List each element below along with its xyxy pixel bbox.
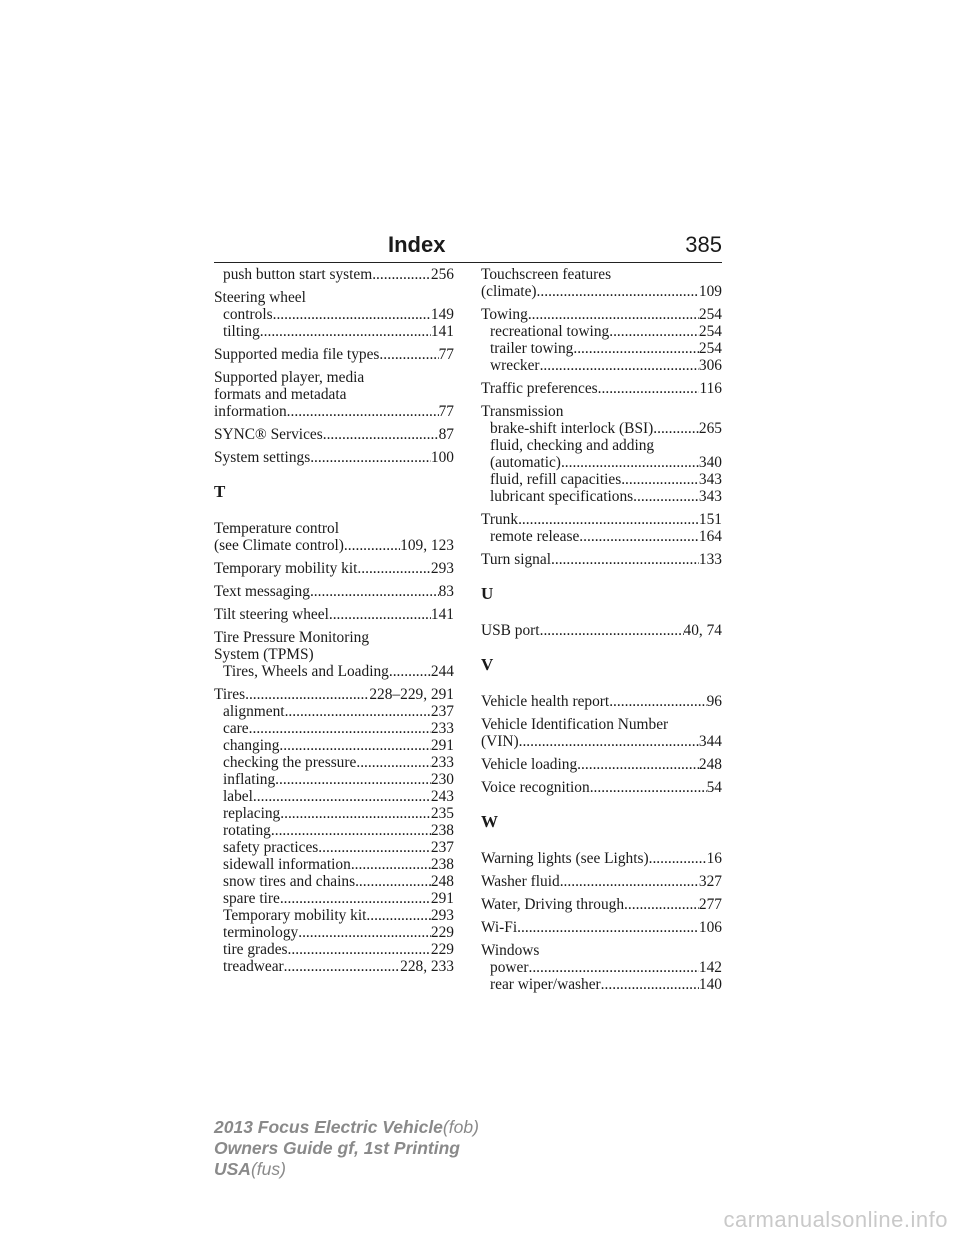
dot-leader (579, 528, 699, 545)
section-letter: U (481, 584, 494, 603)
index-entry-line (214, 646, 454, 663)
index-subentry-line (214, 941, 454, 958)
entry-text: Tilt steering wheel (214, 606, 329, 623)
footer-model: 2013 Focus Electric Vehicle (214, 1117, 443, 1137)
index-entry (481, 779, 722, 796)
index-entry-line (214, 606, 454, 623)
dot-leader (551, 551, 699, 568)
entry-text: Vehicle Identification Number (481, 716, 669, 733)
entry-page-ref: 40, 74 (683, 622, 722, 639)
dot-leader (356, 754, 431, 771)
watermark: carmanualsonline.info (723, 1207, 948, 1232)
entry-page-ref: 293 (430, 560, 454, 577)
entry-page-ref: 343 (698, 488, 722, 505)
entry-text: push button start system (223, 266, 373, 283)
section-letter: T (214, 482, 226, 501)
index-subentry-line (214, 306, 454, 323)
entry-text: rotating (223, 822, 271, 839)
index-entry (214, 289, 454, 340)
entry-text: snow tires and chains (223, 873, 356, 890)
index-entry (481, 266, 722, 300)
entry-text: Vehicle health report (481, 693, 610, 710)
entry-page-ref: 83 (438, 583, 454, 600)
entry-page-ref: 228, 233 (400, 958, 454, 975)
dot-leader (280, 890, 431, 907)
entry-page-ref: 109, 123 (400, 537, 454, 554)
entry-text: Towing (481, 306, 528, 323)
entry-text: Temperature control (214, 520, 339, 537)
entry-page-ref: 248 (698, 756, 722, 773)
dot-leader (609, 693, 706, 710)
entry-page-ref: 237 (430, 839, 454, 856)
entry-text: Vehicle loading (481, 756, 578, 773)
entry-page-ref: 248 (430, 873, 454, 890)
index-subentry-line (214, 890, 454, 907)
entry-page-ref: 233 (430, 754, 454, 771)
entry-text: replacing (223, 805, 281, 822)
index-entry (481, 403, 722, 505)
entry-text: Tires, Wheels and Loading (223, 663, 389, 680)
entry-text: Voice recognition (481, 779, 590, 796)
index-entry (481, 306, 722, 374)
index-entry-line (214, 520, 454, 537)
index-entry (214, 346, 454, 363)
entry-text: power (490, 959, 529, 976)
entry-page-ref: 229 (430, 941, 454, 958)
dot-leader (323, 426, 439, 443)
index-entry-line (481, 266, 722, 283)
index-entry-line (214, 583, 454, 600)
dot-leader (280, 805, 431, 822)
entry-page-ref: 54 (706, 779, 722, 796)
index-entry-line (481, 551, 722, 568)
dot-leader (271, 822, 431, 839)
index-entry (214, 606, 454, 623)
dot-leader (344, 537, 400, 554)
entry-text: Supported player, media (214, 369, 365, 386)
index-entry (214, 560, 454, 577)
entry-text: rear wiper/washer (490, 976, 601, 993)
index-column-left (214, 266, 454, 981)
entry-text: checking the pressure (223, 754, 357, 771)
entry-page-ref: 233 (430, 720, 454, 737)
entry-text: tire grades (223, 941, 288, 958)
dot-leader (577, 756, 699, 773)
index-entry-line (481, 693, 722, 710)
entry-text: System (TPMS) (214, 646, 314, 663)
entry-text: (climate) (481, 283, 537, 300)
section-letter: V (481, 655, 494, 674)
dot-leader (285, 703, 431, 720)
entry-page-ref: 100 (430, 449, 454, 466)
index-entry-line (481, 716, 722, 733)
dot-leader (284, 958, 400, 975)
entry-text: fluid, checking and adding (490, 437, 655, 454)
entry-text: formats and metadata (214, 386, 347, 403)
entry-text: safety practices (223, 839, 319, 856)
entry-text: Turn signal (481, 551, 551, 568)
entry-text: terminology (223, 924, 299, 941)
index-entry-line (481, 756, 722, 773)
footer-guide: Owners Guide gf, 1st Printing (214, 1138, 460, 1158)
entry-page-ref: 306 (698, 357, 722, 374)
entry-text: Trunk (481, 511, 519, 528)
index-entry-line (481, 306, 722, 323)
index-subentry-line (214, 907, 454, 924)
dot-leader (590, 779, 707, 796)
dot-leader (561, 454, 699, 471)
index-subentry-line (481, 323, 722, 340)
dot-leader (598, 380, 700, 397)
dot-leader (649, 850, 707, 867)
index-entry (481, 756, 722, 773)
dot-leader (245, 686, 369, 703)
index-entry (481, 850, 722, 867)
index-subentry-line (214, 737, 454, 754)
entry-page-ref: 229 (430, 924, 454, 941)
index-entry (214, 426, 454, 443)
dot-leader (601, 976, 699, 993)
dot-leader (288, 941, 431, 958)
dot-leader (310, 583, 439, 600)
dot-leader (518, 511, 699, 528)
footer-region: USA (214, 1159, 251, 1179)
index-subentry-line (481, 454, 722, 471)
entry-page-ref: 87 (438, 426, 454, 443)
index-subentry-line (214, 266, 454, 283)
entry-page-ref: 77 (438, 403, 454, 420)
index-subentry-line (214, 771, 454, 788)
entry-text: Tires (214, 686, 246, 703)
entry-text: information (214, 403, 287, 420)
index-subentry-line (214, 663, 454, 680)
index-entry-line (481, 873, 722, 890)
index-entry (481, 693, 722, 710)
index-entry-line (214, 346, 454, 363)
entry-page-ref: 142 (698, 959, 722, 976)
entry-text: Washer fluid (481, 873, 560, 890)
index-subentry-line (481, 340, 722, 357)
entry-page-ref: 237 (430, 703, 454, 720)
entry-text: trailer towing (490, 340, 574, 357)
dot-leader (329, 606, 431, 623)
index-entry (481, 511, 722, 545)
index-entry-line (481, 622, 722, 639)
index-entry-line (481, 380, 722, 397)
entry-page-ref: 133 (698, 551, 722, 568)
entry-text: Water, Driving through (481, 896, 625, 913)
entry-text: care (223, 720, 249, 737)
entry-text: spare tire (223, 890, 280, 907)
dot-leader (633, 488, 699, 505)
entry-page-ref: 293 (430, 907, 454, 924)
index-entry-line (214, 289, 454, 306)
index-entry-line (214, 426, 454, 443)
entry-page-ref: 291 (430, 737, 454, 754)
index-entry-line (481, 403, 722, 420)
entry-page-ref: 344 (698, 733, 722, 750)
index-subentry-line (481, 420, 722, 437)
page-title: Index (388, 232, 446, 257)
index-entry-line (481, 733, 722, 750)
footer-model-code: (fob) (442, 1117, 479, 1137)
footer-region-code: (fus) (250, 1159, 286, 1179)
entry-text: inflating (223, 771, 276, 788)
index-entry-line (481, 919, 722, 936)
index-entry-line (214, 537, 454, 554)
index-entry-line (481, 511, 722, 528)
entry-text: System settings (214, 449, 311, 466)
index-entry (214, 629, 454, 680)
dot-leader (310, 449, 431, 466)
entry-text: SYNC® Services (214, 426, 323, 443)
index-subentry-line (214, 703, 454, 720)
dot-leader (318, 839, 431, 856)
entry-text: Wi-Fi (481, 919, 518, 936)
dot-leader (573, 340, 699, 357)
dot-leader (379, 346, 438, 363)
index-subentry-line (481, 976, 722, 993)
index-entry-line (214, 449, 454, 466)
entry-page-ref: 265 (698, 420, 722, 437)
index-entry-line (481, 779, 722, 796)
index-subentry-line (481, 959, 722, 976)
dot-leader (355, 873, 431, 890)
entry-text: lubricant specifications (490, 488, 634, 505)
index-subentry-line (481, 437, 722, 454)
index-entry (481, 622, 722, 639)
entry-text: Traffic preferences (481, 380, 598, 397)
entry-page-ref: 96 (706, 693, 722, 710)
index-entry-line (481, 283, 722, 300)
index-entry-line (214, 686, 454, 703)
dot-leader (389, 663, 431, 680)
index-entry (214, 583, 454, 600)
dot-leader (279, 737, 430, 754)
dot-leader (609, 323, 699, 340)
entry-text: Text messaging (214, 583, 310, 600)
entry-page-ref: 244 (430, 663, 454, 680)
entry-page-ref: 243 (430, 788, 454, 805)
index-entry-line (214, 369, 454, 386)
index-entry (481, 873, 722, 890)
entry-text: Steering wheel (214, 289, 306, 306)
dot-leader (260, 323, 431, 340)
entry-text: controls (223, 306, 273, 323)
index-entry-line (214, 629, 454, 646)
entry-page-ref: 238 (430, 856, 454, 873)
index-entry-line (214, 386, 454, 403)
entry-page-ref: 340 (698, 454, 722, 471)
dot-leader (621, 471, 699, 488)
index-entry (214, 369, 454, 420)
entry-page-ref: 238 (430, 822, 454, 839)
entry-page-ref: 254 (698, 323, 722, 340)
entry-page-ref: 151 (698, 511, 722, 528)
index-subentry-line (481, 357, 722, 374)
index-entry-line (214, 403, 454, 420)
index-subentry-line (214, 822, 454, 839)
index-subentry-line (214, 720, 454, 737)
entry-page-ref: 228–229, 291 (369, 686, 454, 703)
dot-leader (528, 959, 698, 976)
entry-text: Transmission (481, 403, 564, 420)
index-entry-line (481, 942, 722, 959)
dot-leader (540, 622, 684, 639)
entry-page-ref: 277 (698, 896, 722, 913)
index-subentry-line (214, 924, 454, 941)
index-entry-line (481, 850, 722, 867)
entry-text: alignment (223, 703, 285, 720)
dot-leader (351, 856, 431, 873)
index-subentry-line (214, 323, 454, 340)
entry-page-ref: 230 (430, 771, 454, 788)
entry-page-ref: 254 (698, 306, 722, 323)
dot-leader (653, 420, 699, 437)
index-subentry-line (481, 488, 722, 505)
entry-text: Windows (481, 942, 540, 959)
index-subentry-line (214, 839, 454, 856)
entry-text: Temporary mobility kit (214, 560, 358, 577)
section-letter: W (481, 812, 498, 831)
entry-page-ref: 141 (430, 606, 454, 623)
dot-leader (366, 907, 431, 924)
document-footer (214, 1117, 479, 1180)
entry-page-ref: 141 (430, 323, 454, 340)
entry-page-ref: 164 (698, 528, 722, 545)
entry-text: brake-shift interlock (BSI) (490, 420, 654, 437)
index-subentry-line (214, 788, 454, 805)
entry-text: fluid, refill capacities (490, 471, 622, 488)
entry-text: (VIN) (481, 733, 519, 750)
dot-leader (249, 720, 431, 737)
entry-page-ref: 254 (698, 340, 722, 357)
entry-text: changing (223, 737, 280, 754)
entry-page-ref: 109 (698, 283, 722, 300)
index-entry (481, 919, 722, 936)
dot-leader (287, 403, 439, 420)
index-entry (214, 449, 454, 466)
entry-page-ref: 343 (698, 471, 722, 488)
entry-page-ref: 256 (430, 266, 454, 283)
index-entry (214, 686, 454, 975)
entry-text: Touchscreen features (481, 266, 612, 283)
dot-leader (540, 357, 699, 374)
entry-text: (see Climate control) (214, 537, 344, 554)
index-subentry-line (481, 528, 722, 545)
index-subentry-line (481, 471, 722, 488)
index-entry (481, 896, 722, 913)
entry-page-ref: 16 (706, 850, 722, 867)
entry-text: Tire Pressure Monitoring (214, 629, 370, 646)
dot-leader (624, 896, 699, 913)
page-number: 385 (685, 232, 722, 257)
index-subentry-line (214, 856, 454, 873)
entry-page-ref: 106 (698, 919, 722, 936)
index-entry (481, 716, 722, 750)
entry-text: recreational towing (490, 323, 610, 340)
index-entry (214, 266, 454, 283)
entry-page-ref: 77 (438, 346, 454, 363)
entry-text: Supported media file types (214, 346, 380, 363)
entry-text: USB port (481, 622, 540, 639)
entry-text: wrecker (490, 357, 540, 374)
entry-text: (automatic) (490, 454, 561, 471)
entry-page-ref: 149 (430, 306, 454, 323)
page-header (214, 228, 722, 263)
dot-leader (517, 919, 699, 936)
entry-text: remote release (490, 528, 580, 545)
index-entry (214, 520, 454, 554)
index-entry-line (481, 896, 722, 913)
entry-page-ref: 235 (430, 805, 454, 822)
index-column-right (481, 266, 722, 999)
dot-leader (537, 283, 699, 300)
index-subentry-line (214, 754, 454, 771)
index-subentry-line (214, 873, 454, 890)
dot-leader (298, 924, 431, 941)
entry-text: label (223, 788, 253, 805)
entry-page-ref: 140 (698, 976, 722, 993)
entry-text: Warning lights (see Lights) (481, 850, 649, 867)
dot-leader (519, 733, 699, 750)
entry-text: Temporary mobility kit (223, 907, 367, 924)
dot-leader (253, 788, 431, 805)
index-entry (481, 551, 722, 568)
index-subentry-line (214, 958, 454, 975)
dot-leader (273, 306, 431, 323)
entry-text: tilting (223, 323, 260, 340)
dot-leader (560, 873, 699, 890)
index-entry (481, 942, 722, 993)
entry-page-ref: 327 (698, 873, 722, 890)
index-entry-line (214, 560, 454, 577)
dot-leader (357, 560, 431, 577)
entry-text: sidewall information (223, 856, 351, 873)
entry-page-ref: 291 (430, 890, 454, 907)
dot-leader (275, 771, 431, 788)
entry-page-ref: 116 (699, 380, 722, 397)
dot-leader (372, 266, 431, 283)
entry-text: treadwear (223, 958, 284, 975)
index-subentry-line (214, 805, 454, 822)
dot-leader (528, 306, 699, 323)
index-entry (481, 380, 722, 397)
